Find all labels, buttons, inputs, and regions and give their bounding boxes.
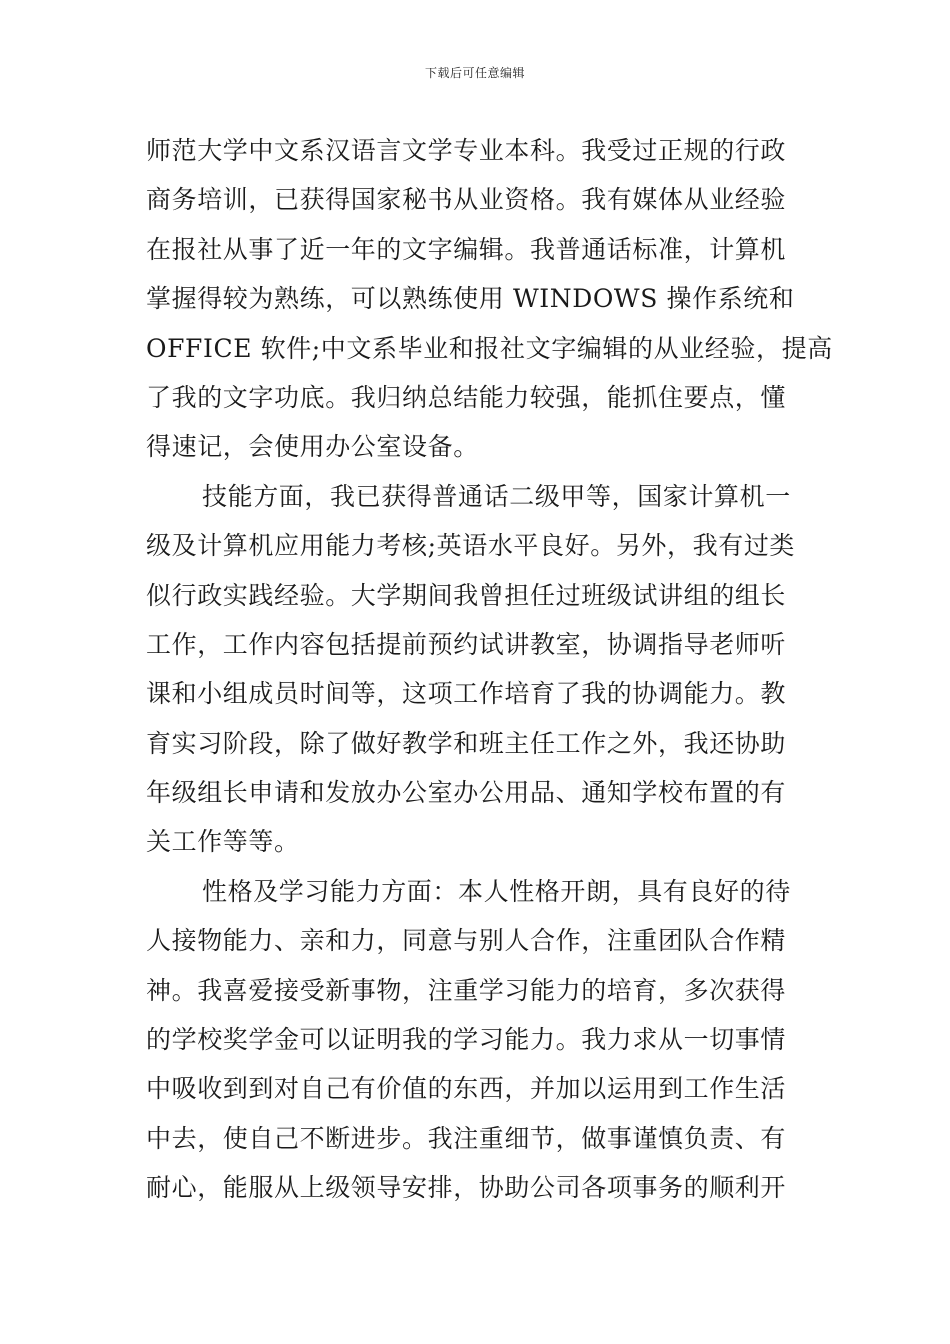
text-line: 在报社从事了近一年的文字编辑。我普通话标准，计算机	[146, 234, 787, 264]
text-line: 耐心，能服从上级领导安排，协助公司各项事务的顺利开	[146, 1173, 787, 1203]
text-line: 得速记，会使用办公室设备。	[146, 432, 479, 462]
text-line: 商务培训，已获得国家秘书从业资格。我有媒体从业经验	[146, 185, 787, 215]
text-line: 掌握得较为熟练，可以熟练使用 WINDOWS 操作系统和	[146, 284, 795, 314]
text-line: 工作，工作内容包括提前预约试讲教室，协调指导老师听	[146, 629, 787, 659]
text-line-indented: 性格及学习能力方面：本人性格开朗，具有良好的待	[202, 876, 791, 906]
text-line: 中吸收到到对自己有价值的东西，并加以运用到工作生活	[146, 1074, 787, 1104]
text-line: 课和小组成员时间等，这项工作培育了我的协调能力。教	[146, 679, 787, 709]
paragraph-personality	[146, 867, 806, 1213]
text-line-indented: 技能方面，我已获得普通话二级甲等，国家计算机一	[202, 481, 791, 511]
text-line: 人接物能力、亲和力，同意与别人合作，注重团队合作精	[146, 926, 787, 956]
text-line: 了我的文字功底。我归纳总结能力较强，能抓住要点，懂	[146, 382, 787, 412]
text-line: 的学校奖学金可以证明我的学习能力。我力求从一切事情	[146, 1025, 787, 1055]
paragraph-education	[146, 126, 833, 472]
paragraph-skills	[146, 472, 806, 867]
text-line: 级及计算机应用能力考核;英语水平良好。另外，我有过类	[146, 531, 796, 561]
text-line: 似行政实践经验。大学期间我曾担任过班级试讲组的组长	[146, 580, 787, 610]
text-line: 中去，使自己不断进步。我注重细节，做事谨慎负责、有	[146, 1123, 787, 1153]
text-line: 关工作等等。	[146, 827, 300, 857]
text-line: 年级组长申请和发放办公室办公用品、通知学校布置的有	[146, 778, 787, 808]
document-body	[146, 126, 833, 1213]
text-line: OFFICE 软件;中文系毕业和报社文字编辑的从业经验，提高	[146, 333, 833, 363]
text-line: 育实习阶段，除了做好教学和班主任工作之外，我还协助	[146, 728, 787, 758]
text-line: 神。我喜爱接受新事物，注重学习能力的培育，多次获得	[146, 975, 787, 1005]
page-header: 下载后可任意编辑	[424, 66, 525, 80]
text-line: 师范大学中文系汉语言文学专业本科。我受过正规的行政	[146, 136, 787, 165]
